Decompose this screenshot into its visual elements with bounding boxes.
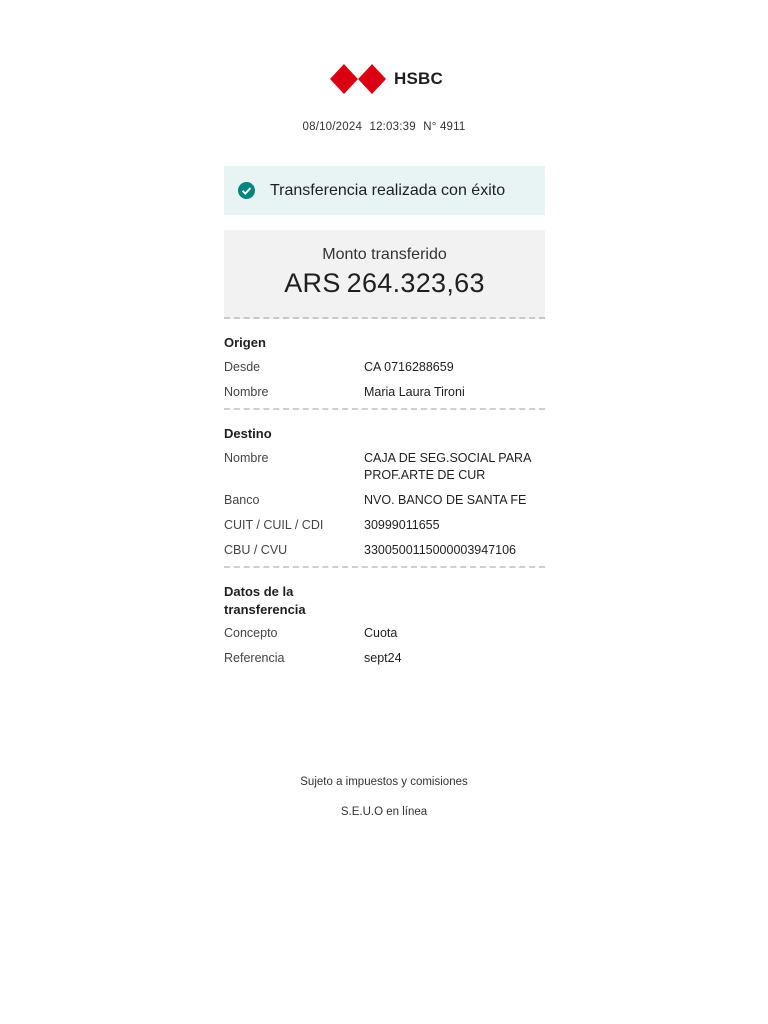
success-message: Transferencia realizada con éxito xyxy=(270,181,506,199)
datos-heading-line1: Datos de la xyxy=(224,584,294,599)
hsbc-logo xyxy=(330,64,443,94)
row-label: Referencia xyxy=(224,651,285,665)
row-value: Cuota xyxy=(364,626,398,640)
row-value: CAJA DE SEG.SOCIAL PARA PROF.ARTE DE CUR xyxy=(364,451,531,482)
row-value: sept24 xyxy=(364,651,402,665)
transaction-meta xyxy=(0,121,768,133)
amount-currency: ARS xyxy=(284,268,341,298)
footer-note: Sujeto a impuestos y comisiones xyxy=(300,776,468,788)
row-label: CUIT / CUIL / CDI xyxy=(224,518,324,532)
section-divider xyxy=(224,566,545,568)
datos-section xyxy=(224,583,545,673)
row-value: CA 0716288659 xyxy=(364,360,454,374)
transaction-date: 08/10/2024 xyxy=(302,121,363,133)
row-value: 3300500115000003947106 xyxy=(364,543,517,557)
amount-value-line xyxy=(224,268,545,299)
transaction-number: N° 4911 xyxy=(423,121,466,133)
origen-heading: Origen xyxy=(224,335,266,350)
row-label: CBU / CVU xyxy=(224,543,288,557)
datos-heading-line2: transferencia xyxy=(224,602,306,617)
origen-section xyxy=(224,334,545,399)
row-value: Maria Laura Tironi xyxy=(364,385,465,399)
brand-name: HSBC xyxy=(394,69,443,88)
destino-section xyxy=(224,425,545,560)
amount-value: 264.323,63 xyxy=(346,268,485,298)
amount-panel xyxy=(224,230,545,319)
row-value: NVO. BANCO DE SANTA FE xyxy=(364,493,527,507)
row-label: Concepto xyxy=(224,626,278,640)
row-label: Desde xyxy=(224,360,261,374)
row-label: Nombre xyxy=(224,385,269,399)
success-banner xyxy=(224,166,545,215)
section-divider xyxy=(224,408,545,410)
row-value: 30999011655 xyxy=(364,518,440,532)
destino-heading: Destino xyxy=(224,426,272,441)
footer-seuo: S.E.U.O en línea xyxy=(340,806,428,818)
check-circle-icon xyxy=(238,182,255,199)
row-label: Nombre xyxy=(224,451,269,465)
hsbc-hexagon-logo-icon xyxy=(330,64,386,94)
row-label: Banco xyxy=(224,493,260,507)
amount-label: Monto transferido xyxy=(322,246,447,263)
transaction-time: 12:03:39 xyxy=(369,121,416,133)
